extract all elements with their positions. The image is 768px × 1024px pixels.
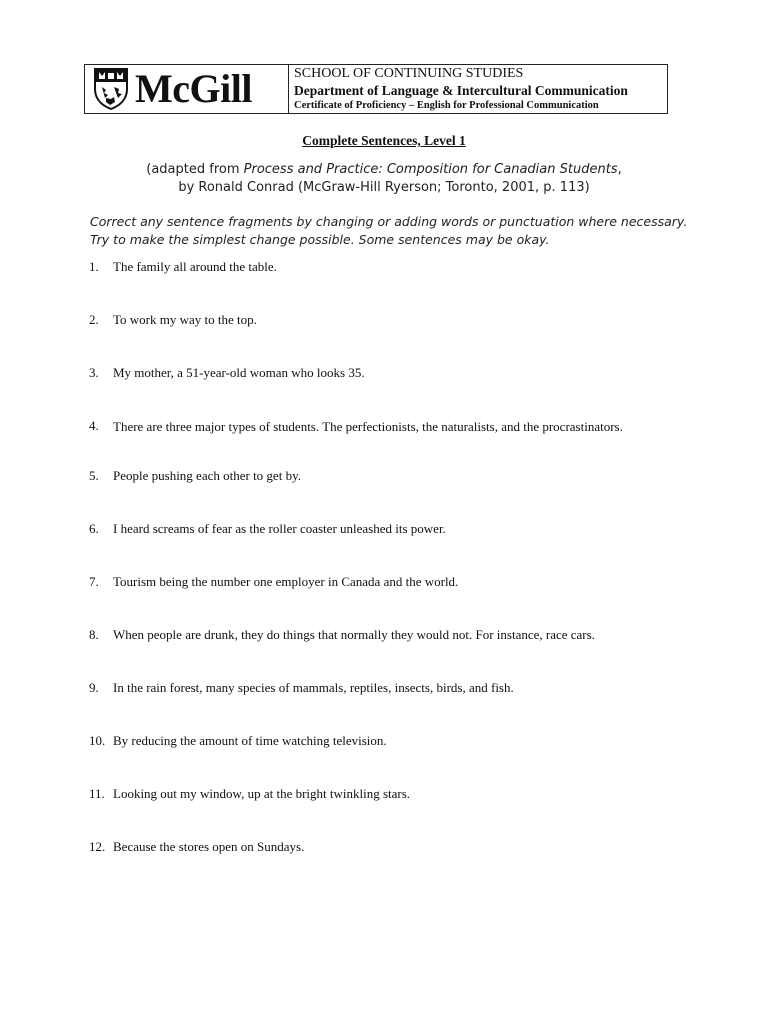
item-number: 9. xyxy=(89,680,99,695)
source-citation xyxy=(0,161,768,197)
certificate-name: Certificate of Proficiency – English for Professional Communication xyxy=(294,100,599,111)
source-prefix: (adapted from xyxy=(146,162,244,177)
list-item xyxy=(89,520,689,538)
source-suffix: , xyxy=(617,162,622,177)
item-text: Because the stores open on Sundays. xyxy=(113,839,305,854)
mcgill-shield-icon xyxy=(93,67,129,111)
item-number: 8. xyxy=(89,627,99,642)
item-text: My mother, a 51-year-old woman who looks 35. xyxy=(113,365,365,380)
list-item xyxy=(89,417,689,440)
list-item xyxy=(89,258,689,276)
list-item xyxy=(89,573,689,591)
instructions xyxy=(90,213,690,249)
item-text: Tourism being the number one employer in Canada and the world. xyxy=(113,574,459,589)
source-line-2: by Ronald Conrad (McGraw-Hill Ryerson; Toronto, 2001, p. 113) xyxy=(178,180,590,195)
item-text: People pushing each other to get by. xyxy=(113,468,301,483)
item-number: 3. xyxy=(89,365,99,380)
item-number: 4. xyxy=(89,418,99,433)
item-text: I heard screams of fear as the roller coaster unleashed its power. xyxy=(113,521,446,536)
logo-box xyxy=(85,65,289,113)
page-title: Complete Sentences, Level 1 xyxy=(302,133,466,148)
item-number: 11. xyxy=(89,786,105,801)
item-text: Looking out my window, up at the bright twinkling stars. xyxy=(113,786,411,801)
item-number: 10. xyxy=(89,733,106,748)
item-text: By reducing the amount of time watching television. xyxy=(113,733,387,748)
item-text: To work my way to the top. xyxy=(113,312,257,327)
list-item xyxy=(89,626,689,644)
list-item xyxy=(89,732,689,750)
department-name: Department of Language & Intercultural Communication xyxy=(294,83,628,98)
item-number: 12. xyxy=(89,839,106,854)
item-number: 7. xyxy=(89,574,99,589)
header-text xyxy=(289,65,667,113)
item-number: 1. xyxy=(89,259,99,274)
instructions-line-2: Try to make the simplest change possible. Some sentences may be okay. xyxy=(90,232,550,247)
item-number: 2. xyxy=(89,312,99,327)
item-number: 6. xyxy=(89,521,99,536)
exercise-list xyxy=(89,258,689,891)
item-text: The family all around the table. xyxy=(113,259,277,274)
list-item xyxy=(89,467,689,485)
list-item xyxy=(89,311,689,329)
source-book-title: Process and Practice: Composition for Canadian Students xyxy=(243,162,618,177)
list-item xyxy=(89,679,689,697)
item-text: There are three major types of students. The perfectionists, the naturalists, and the procrastinators. xyxy=(113,419,623,434)
mcgill-wordmark: McGill xyxy=(135,66,252,111)
item-text: In the rain forest, many species of mammals, reptiles, insects, birds, and fish. xyxy=(113,680,514,695)
list-item xyxy=(89,838,689,856)
list-item xyxy=(89,364,689,382)
item-number: 5. xyxy=(89,468,99,483)
letterhead xyxy=(84,64,668,114)
source-line-1 xyxy=(0,161,768,179)
list-item xyxy=(89,785,689,803)
instructions-line-1: Correct any sentence fragments by changing or adding words or punctuation where necessary. xyxy=(90,214,688,229)
item-text: When people are drunk, they do things that normally they would not. For instance, race cars. xyxy=(113,627,595,642)
school-name: SCHOOL OF CONTINUING STUDIES xyxy=(294,66,524,81)
